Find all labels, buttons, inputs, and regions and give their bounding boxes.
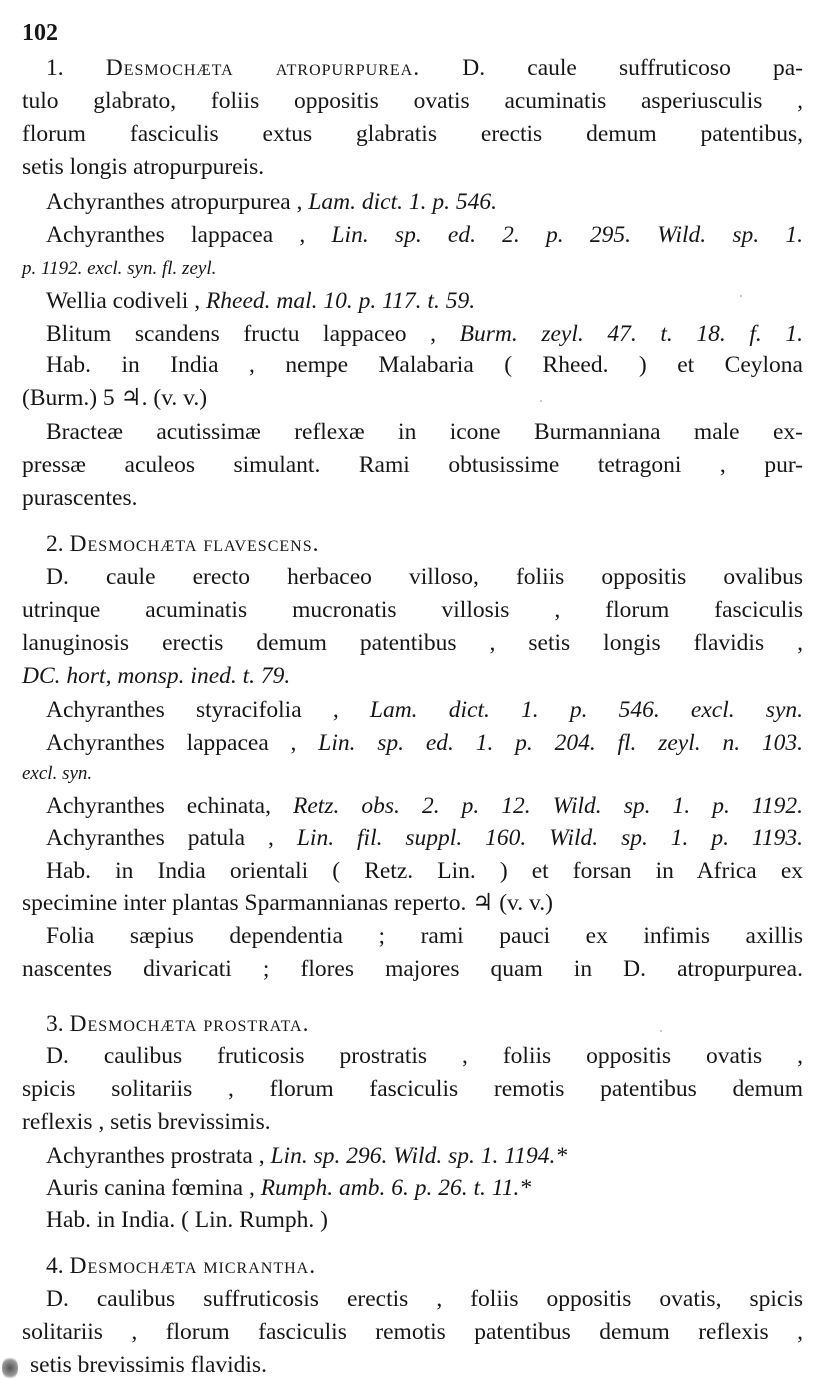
synonym-ref: p. 1192. excl. syn. fl. zeyl.	[22, 258, 217, 279]
synonym-ref: Retz. obs. 2. p. 12. Wild. sp. 1. p. 1192.	[293, 793, 804, 819]
reference: DC. hort, monsp. ined. t. 79.	[22, 663, 291, 689]
synonym-line	[46, 1140, 803, 1173]
habitat-line: (Burm.) 5 ♃. (v. v.)	[22, 385, 208, 411]
synonym-name: Auris canina fœmina ,	[46, 1175, 255, 1201]
description-line: reflexis , setis brevissimis.	[22, 1109, 271, 1135]
scan-speck	[660, 1030, 662, 1032]
ink-blot-mark	[2, 1356, 18, 1380]
description-line: D. caulibus fruticosis prostratis , foliis oppositis ovatis ,	[46, 1043, 803, 1069]
synonym-line	[22, 757, 803, 790]
synonym-ref: Rumph. amb. 6. p. 26. t. 11.*	[260, 1175, 532, 1201]
synonym-name: Achyranthes prostrata ,	[46, 1143, 265, 1169]
habitat-line: Hab. in India orientali ( Retz. Lin. ) et forsan in Africa ex	[46, 858, 803, 884]
synonym-ref: Lin. fil. suppl. 160. Wild. sp. 1. p. 1193.	[296, 825, 804, 851]
genus-name: Desmochæta	[69, 1253, 198, 1279]
synonym-line	[46, 694, 803, 727]
species-heading-3	[46, 1008, 803, 1041]
synonym-name: Wellia codiveli ,	[46, 288, 201, 314]
scan-speck	[540, 400, 542, 402]
synonym-ref: excl. syn.	[22, 763, 93, 784]
species-number: 2.	[46, 531, 64, 557]
species-name: atropurpurea.	[275, 55, 421, 81]
description-line: D. caule erecto herbaceo villoso, foliis oppositis ovalibus	[46, 564, 803, 590]
description-line	[22, 660, 803, 693]
genus-name: Desmochæta	[69, 1011, 198, 1037]
synonym-name: Achyranthes styracifolia ,	[46, 697, 339, 723]
synonym-ref: Lam. dict. 1. p. 546.	[308, 189, 497, 215]
description-line: setis brevissimis flavidis.	[30, 1352, 267, 1378]
species-number: 1.	[46, 55, 64, 81]
species-number: 4.	[46, 1253, 64, 1279]
synonym-line	[46, 790, 803, 823]
habitat-line: Hab. in India. ( Lin. Rumph. )	[46, 1207, 328, 1233]
note-line: Bracteæ acutissimæ reflexæ in icone Burmanniana male ex-	[46, 419, 803, 445]
synonym-line	[46, 822, 803, 855]
synonym-line	[22, 252, 803, 285]
synonym-name: Achyranthes lappacea ,	[46, 222, 306, 248]
synonym-ref: Lin. sp. ed. 2. p. 295. Wild. sp. 1.	[331, 222, 803, 248]
description-line: D. caulibus suffruticosis erectis , foliis oppositis ovatis, spicis	[46, 1286, 803, 1312]
genus-name: Desmochæta	[69, 531, 198, 557]
note-line: pressæ aculeos simulant. Rami obtusissime tetragoni , pur-	[22, 452, 803, 478]
page-number: 102	[22, 20, 58, 46]
genus-name: Desmochæta	[105, 55, 234, 81]
synonym-ref: Burm. zeyl. 47. t. 18. f. 1.	[459, 321, 803, 347]
note-line: nascentes divaricati ; flores majores quam in D. atropurpurea.	[22, 956, 803, 982]
description-line: florum fasciculis extus glabratis erectis demum patentibus,	[22, 121, 803, 147]
species-heading-4	[46, 1250, 803, 1283]
synonym-name: Achyranthes patula ,	[46, 825, 274, 851]
synonym-ref: Rheed. mal. 10. p. 117. t. 59.	[205, 288, 476, 314]
species-name: micrantha.	[203, 1253, 317, 1279]
synonym-ref: Lam. dict. 1. p. 546. excl. syn.	[369, 697, 804, 723]
synonym-name: Achyranthes atropurpurea ,	[46, 189, 303, 215]
description-line: spicis solitariis , florum fasciculis remotis patentibus demum	[22, 1076, 803, 1102]
synonym-name: Achyranthes echinata,	[46, 793, 271, 819]
species-heading-2	[46, 528, 803, 561]
description-line: solitariis , florum fasciculis remotis patentibus demum reflexis ,	[22, 1319, 803, 1345]
species-heading-1	[46, 52, 803, 85]
synonym-line	[46, 318, 803, 351]
species-name: flavescens.	[203, 531, 320, 557]
description-line: setis longis atropurpureis.	[22, 154, 265, 180]
synonym-ref: Lin. sp. 296. Wild. sp. 1. 1194.*	[270, 1143, 568, 1169]
description-text: D. caule suffruticoso pa-	[462, 55, 803, 81]
synonym-line	[46, 1172, 803, 1205]
synonym-name: Achyranthes lappacea ,	[46, 730, 297, 756]
scan-speck	[740, 295, 742, 297]
synonym-line	[46, 219, 803, 252]
species-name: prostrata.	[203, 1011, 310, 1037]
habitat-line: Hab. in India , nempe Malabaria ( Rheed. ) et Ceylona	[46, 352, 803, 378]
synonym-line	[46, 186, 803, 219]
synonym-line	[46, 285, 803, 318]
description-line: utrinque acuminatis mucronatis villosis , florum fasciculis	[22, 597, 803, 623]
synonym-name: Blitum scandens fructu lappaceo ,	[46, 321, 437, 347]
note-line: Folia sæpius dependentia ; rami pauci ex infimis axillis	[46, 923, 803, 949]
habitat-line: specimine inter plantas Sparmannianas reperto. ♃ (v. v.)	[22, 890, 553, 916]
note-line: purascentes.	[22, 485, 138, 511]
description-line: tulo glabrato, foliis oppositis ovatis acuminatis asperiusculis ,	[22, 88, 803, 114]
synonym-line	[46, 727, 803, 760]
species-number: 3.	[46, 1011, 64, 1037]
description-line: lanuginosis erectis demum patentibus , setis longis flavidis ,	[22, 630, 803, 656]
synonym-ref: Lin. sp. ed. 1. p. 204. fl. zeyl. n. 103.	[318, 730, 803, 756]
